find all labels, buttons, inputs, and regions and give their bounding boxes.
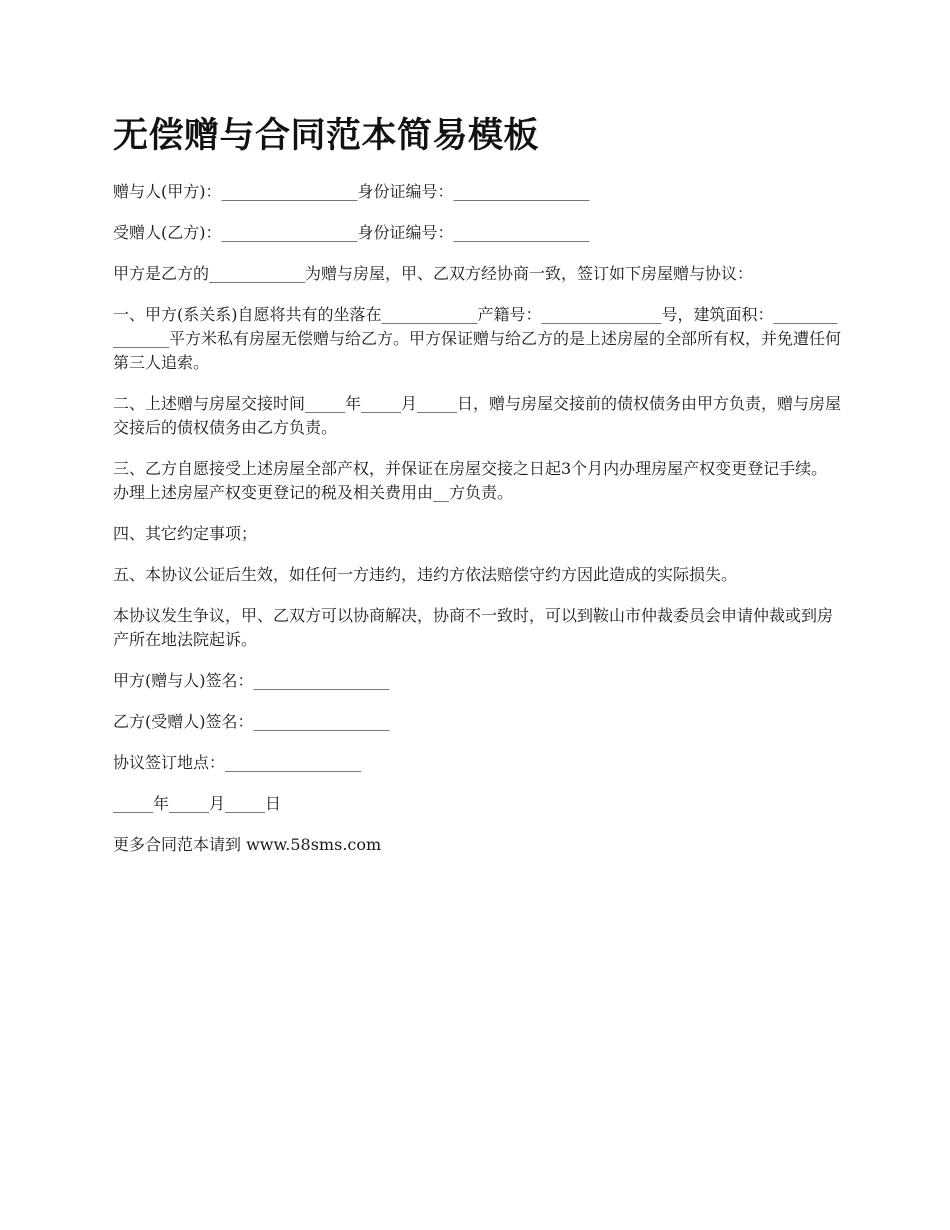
date-line: _____年_____月_____日 — [113, 794, 282, 813]
party-b-signature-line: 乙方(受赠人)签名：_________________ — [113, 712, 390, 731]
clause-2: 二、上述赠与房屋交接时间_____年_____月_____日，赠与房屋交接前的债权债务由甲方负责，赠与房屋交接后的债权债务由乙方负责。 — [113, 394, 842, 437]
clause-4: 四、其它约定事项； — [113, 524, 258, 543]
party-a-signature-line: 甲方(赠与人)签名：_________________ — [113, 671, 390, 690]
agreement-preamble: 甲方是乙方的____________为赠与房屋，甲、乙双方经协商一致，签订如下房屋赠与协议： — [113, 264, 754, 283]
footer-website-note: 更多合同范本请到 www.58sms.com — [113, 835, 382, 854]
dispute-clause: 本协议发生争议，甲、乙双方可以协商解决，协商不一致时，可以到鞍山市仲裁委员会申请仲裁或到房产所在地法院起诉。 — [113, 606, 834, 649]
donor-party-line: 赠与人(甲方)：_________________身份证编号：_________________ — [113, 182, 590, 201]
donee-party-line: 受赠人(乙方)：_________________身份证编号：_________________ — [113, 223, 590, 242]
document-page — [113, 112, 843, 857]
clause-5: 五、本协议公证后生效，如任何一方违约，违约方依法赔偿守约方因此造成的实际损失。 — [113, 565, 738, 584]
document-title: 无偿赠与合同范本简易模板 — [113, 116, 540, 156]
signing-location-line: 协议签订地点：_________________ — [113, 753, 362, 772]
clause-1: 一、甲方(系关系)自愿将共有的坐落在____________产籍号：_______________号，建筑面积：_______________平方米私有房屋无偿赠与给乙方。甲方保证赠与给乙方的是上述房屋的全部所有权，并免遭任何第三人追索。 — [113, 305, 842, 372]
clause-3: 三、乙方自愿接受上述房屋全部产权，并保证在房屋交接之日起3个月内办理房屋产权变更登记手续。办理上述房屋产权变更登记的税及相关费用由__方负责。 — [113, 459, 828, 502]
